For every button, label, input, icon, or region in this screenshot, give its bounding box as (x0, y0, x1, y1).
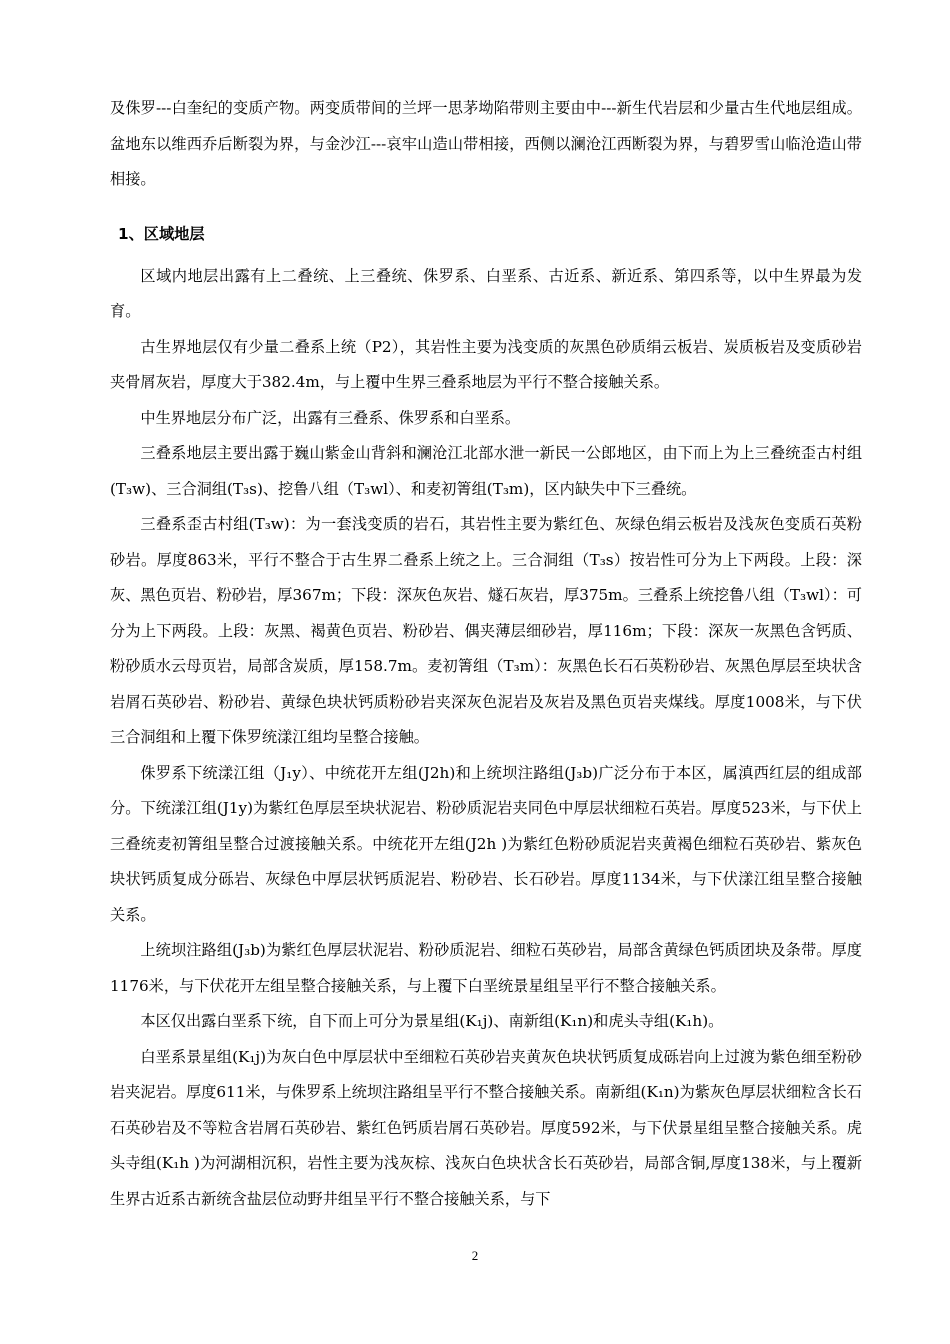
paragraph: 古生界地层仅有少量二叠系上统（P2），其岩性主要为浅变质的灰黑色砂质绢云板岩、炭质板岩及变质砂岩夹骨屑灰岩，厚度大于382.4m，与上覆中生界三叠系地层为平行不整合接触关系。 (110, 337, 862, 391)
page-number: 2 (471, 1248, 479, 1263)
paragraph: 中生界地层分布广泛，出露有三叠系、侏罗系和白垩系。 (140, 408, 521, 427)
paragraph: 三叠系地层主要出露于巍山紫金山背斜和澜沧江北部水泄一新民一公郎地区，由下而上为上三叠统歪古村组(T₃w)、三合洞组(T₃s)、挖鲁八组（T₃wl）、和麦初箐组(T₃m)，区内缺失中下三叠统。 (110, 444, 862, 498)
paragraph-continuation: 及侏罗---白奎纪的变质产物。两变质带间的兰坪一思茅坳陷带则主要由中---新生代岩层和少量古生代地层组成。盆地东以维西乔后断裂为界，与金沙江---哀牢山造山带相接，西侧以澜沧江西断裂为界，与碧罗雪山临沧造山带相接。 (110, 99, 862, 188)
paragraph: 区域内地层出露有上二叠统、上三叠统、侏罗系、白垩系、古近系、新近系、第四系等，以中生界最为发育。 (110, 266, 862, 320)
paragraph: 上统坝注路组(J₃b)为紫红色厚层状泥岩、粉砂质泥岩、细粒石英砂岩，局部含黄绿色钙质团块及条带。厚度1176米，与下伏花开左组呈整合接触关系，与上覆下白垩统景星组呈平行不整合接触关系。 (110, 941, 862, 995)
paragraph: 白垩系景星组(K₁j)为灰白色中厚层状中至细粒石英砂岩夹黄灰色块状钙质复成砾岩向上过渡为紫色细至粉砂岩夹泥岩。厚度611米，与侏罗系上统坝注路组呈平行不整合接触关系。南新组(K₁n)为紫灰色厚层状细粒含长石石英砂岩及不等粒含岩屑石英砂岩、紫红色钙质岩屑石英砂岩。厚度592米，与下伏景星组呈整合接触关系。虎头寺组(K₁h )为河湖相沉积，岩性主要为浅灰棕、浅灰白色块状含长石英砂岩，局部含铜,厚度138米，与上覆新生界古近系古新统含盐层位动野井组呈平行不整合接触关系，与下 (110, 1047, 862, 1208)
paragraph: 本区仅出露白垩系下统，自下而上可分为景星组(K₁j)、南新组(K₁n)和虎头寺组(K₁h)。 (140, 1012, 724, 1030)
document-body (110, 91, 862, 1217)
paragraph: 三叠系歪古村组(T₃w)：为一套浅变质的岩石，其岩性主要为紫红色、灰绿色绢云板岩及浅灰色变质石英粉砂岩。厚度863米，平行不整合于古生界二叠系上统之上。三合洞组（T₃s）按岩性可分为上下两段。上段：深灰、黑色页岩、粉砂岩，厚367m；下段：深灰色灰岩、燧石灰岩，厚375m。三叠系上统挖鲁八组（T₃wl）：可分为上下两段。上段：灰黑、褐黄色页岩、粉砂岩、偶夹薄层细砂岩，厚116m；下段：深灰一灰黑色含钙质、粉砂质水云母页岩，局部含炭质，厚158.7m。麦初箐组（T₃m）：灰黑色长石石英粉砂岩、灰黑色厚层至块状含岩屑石英砂岩、粉砂岩、黄绿色块状钙质粉砂岩夹深灰色泥岩及灰岩及黑色页岩夹煤线。厚度1008米，与下伏三合洞组和上覆下侏罗统漾江组均呈整合接触。 (110, 515, 862, 746)
paragraph: 侏罗系下统漾江组（J₁y）、中统花开左组(J2h)和上统坝注路组(J₃b)广泛分布于本区，属滇西红层的组成部分。下统漾江组(J1y)为紫红色厚层至块状泥岩、粉砂质泥岩夹同色中厚层状细粒石英岩。厚度523米，与下伏上三叠统麦初箐组呈整合过渡接触关系。中统花开左组(J2h )为紫红色粉砂质泥岩夹黄褐色细粒石英砂岩、紫灰色块状钙质复成分砾岩、灰绿色中厚层状钙质泥岩、粉砂岩、长石砂岩。厚度1134米，与下伏漾江组呈整合接触关系。 (110, 763, 862, 924)
section-heading: 1、区域地层 (118, 224, 205, 243)
